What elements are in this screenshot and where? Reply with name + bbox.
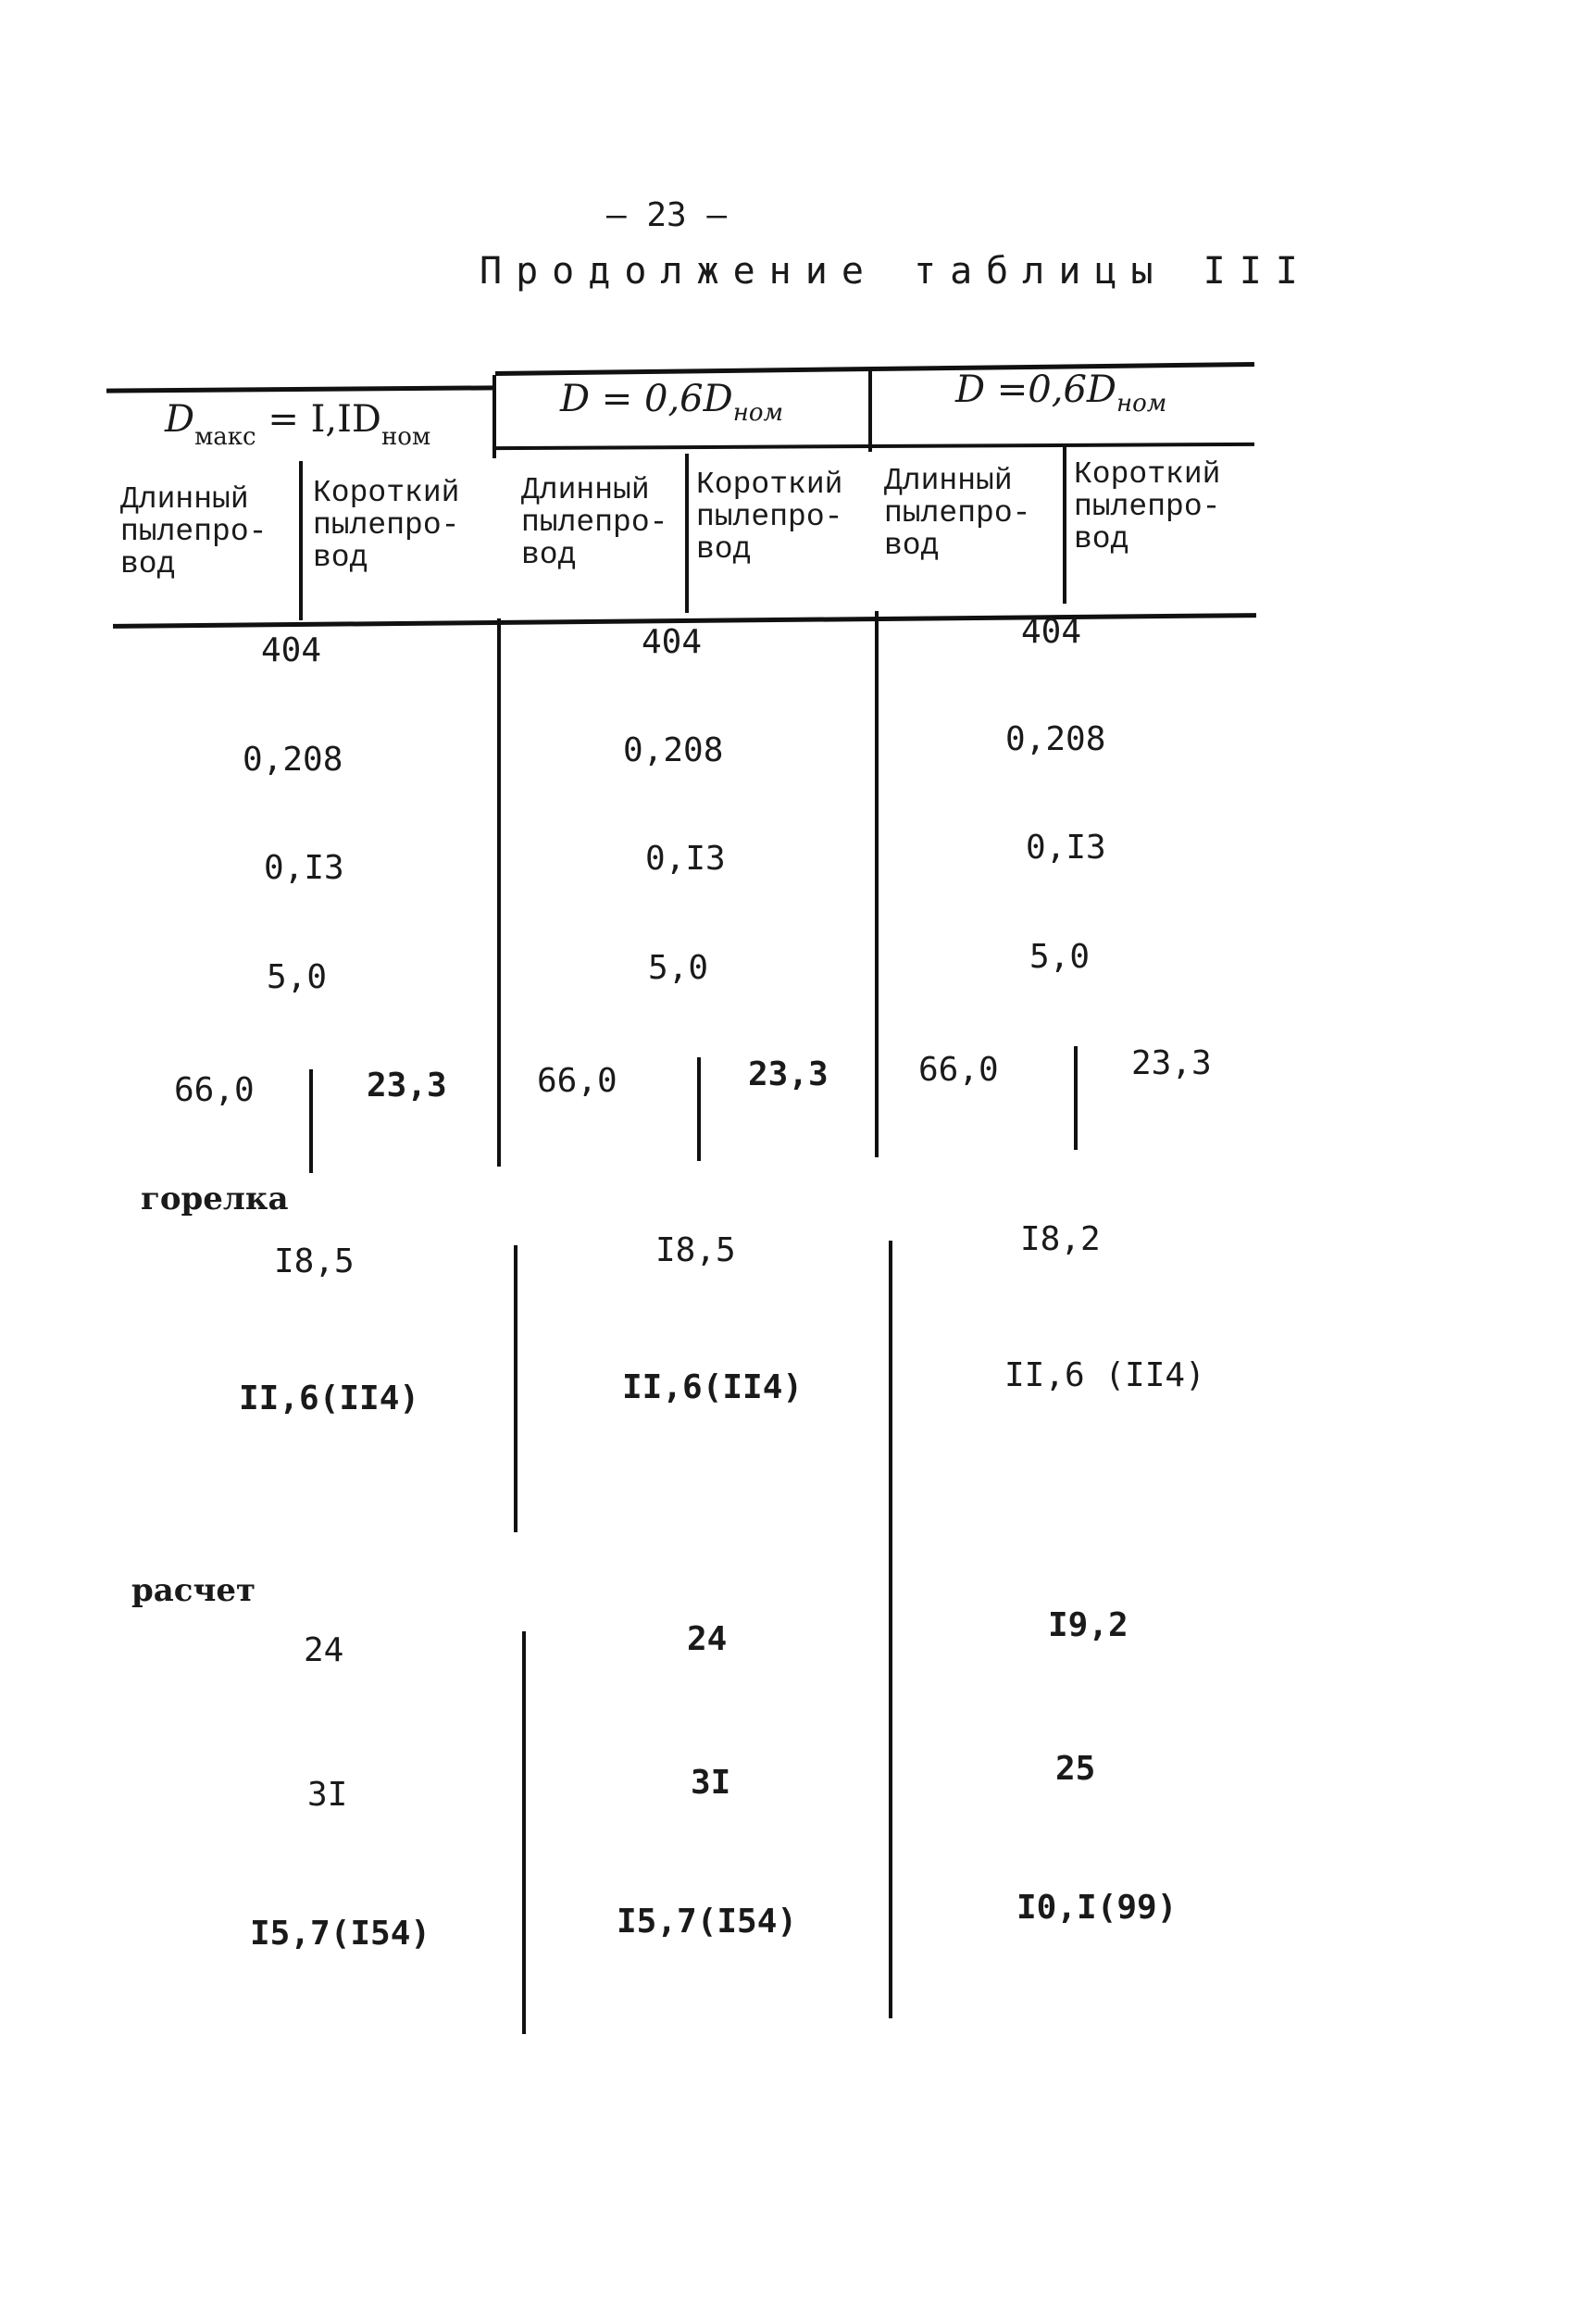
cell-r2-c3: 0,208	[1005, 720, 1106, 758]
group3-header: $D =0,6D_{ном}$	[955, 368, 1167, 418]
cell-r10-c3: I0,I(99)	[1016, 1889, 1178, 1927]
body-sep-1b	[514, 1245, 517, 1532]
cell-r10-c1: I5,7(I54)	[250, 1915, 431, 1953]
split-sep-2	[697, 1057, 701, 1161]
body-sep-2b	[889, 1241, 892, 2018]
group2-header: $D = 0,6D_{ном}$	[560, 378, 784, 427]
table-top-rule	[106, 385, 495, 393]
cell-r10-c2: I5,7(I54)	[617, 1903, 798, 1941]
cell-r1-c1: 404	[261, 631, 322, 669]
label-burner: горелка	[141, 1180, 289, 1217]
page-number: – 23 –	[606, 196, 728, 234]
body-sep-2a	[875, 611, 879, 1157]
label-calc: расчет	[131, 1572, 256, 1609]
body-sep-1c	[522, 1631, 526, 2034]
col-short-2: Короткий пылепро- вод	[696, 468, 843, 567]
cell-r7-c1: II,6(II4)	[239, 1379, 420, 1417]
header-divider	[495, 443, 1254, 450]
cell-r8-c2: 24	[687, 1620, 728, 1658]
table-title: Продолжение таблицы III	[480, 250, 1312, 293]
cell-r9-c3: 25	[1055, 1750, 1096, 1788]
cell-r3-c1: 0,I3	[264, 849, 344, 887]
cell-r2-c1: 0,208	[243, 741, 343, 779]
col-short-1: Короткий пылепро- вод	[313, 476, 460, 575]
cell-r7-c3: II,6 (II4)	[1004, 1356, 1205, 1394]
cell-r5-c1-short: 23,3	[367, 1067, 447, 1105]
cell-r4-c3: 5,0	[1029, 938, 1091, 976]
cell-r5-c2-long: 66,0	[537, 1062, 617, 1100]
cell-r8-c1: 24	[304, 1631, 344, 1669]
split-sep-1	[309, 1069, 313, 1173]
cell-r4-c2: 5,0	[648, 949, 709, 987]
cell-r9-c2: 3I	[691, 1764, 731, 1802]
col-long-3: Длинный пылепро- вод	[884, 464, 1031, 563]
col-long-2: Длинный пылепро- вод	[521, 473, 668, 572]
cell-r6-c1: I8,5	[274, 1242, 355, 1280]
col-short-3: Короткий пылепро- вод	[1074, 457, 1221, 556]
cell-r1-c3: 404	[1021, 613, 1082, 651]
group1-header: $D_{макс} = I,ID_{ном}$	[165, 398, 431, 451]
cell-r5-c1-long: 66,0	[174, 1071, 255, 1109]
cell-r2-c2: 0,208	[623, 731, 724, 769]
cell-r5-c2-short: 23,3	[748, 1055, 829, 1093]
cell-r6-c3: I8,2	[1020, 1220, 1101, 1258]
cell-r8-c3: I9,2	[1048, 1606, 1128, 1644]
split-sep-3	[1074, 1046, 1078, 1150]
cell-r6-c2: I8,5	[655, 1231, 736, 1269]
cell-r1-c2: 404	[642, 623, 703, 661]
cell-r7-c2: II,6(II4)	[622, 1368, 804, 1406]
subhead-sep-3	[1063, 444, 1066, 604]
cell-r5-c3-long: 66,0	[918, 1051, 999, 1089]
header-col-sep-1	[493, 375, 496, 458]
header-col-sep-2	[868, 368, 872, 452]
cell-r4-c1: 5,0	[267, 958, 328, 996]
subhead-sep-1	[299, 461, 303, 620]
cell-r3-c3: 0,I3	[1026, 829, 1106, 867]
body-sep-1a	[497, 618, 501, 1167]
cell-r3-c2: 0,I3	[645, 840, 726, 878]
cell-r9-c1: 3I	[307, 1776, 348, 1814]
col-long-1: Длинный пылепро- вод	[120, 482, 268, 581]
cell-r5-c3-short: 23,3	[1131, 1044, 1212, 1082]
